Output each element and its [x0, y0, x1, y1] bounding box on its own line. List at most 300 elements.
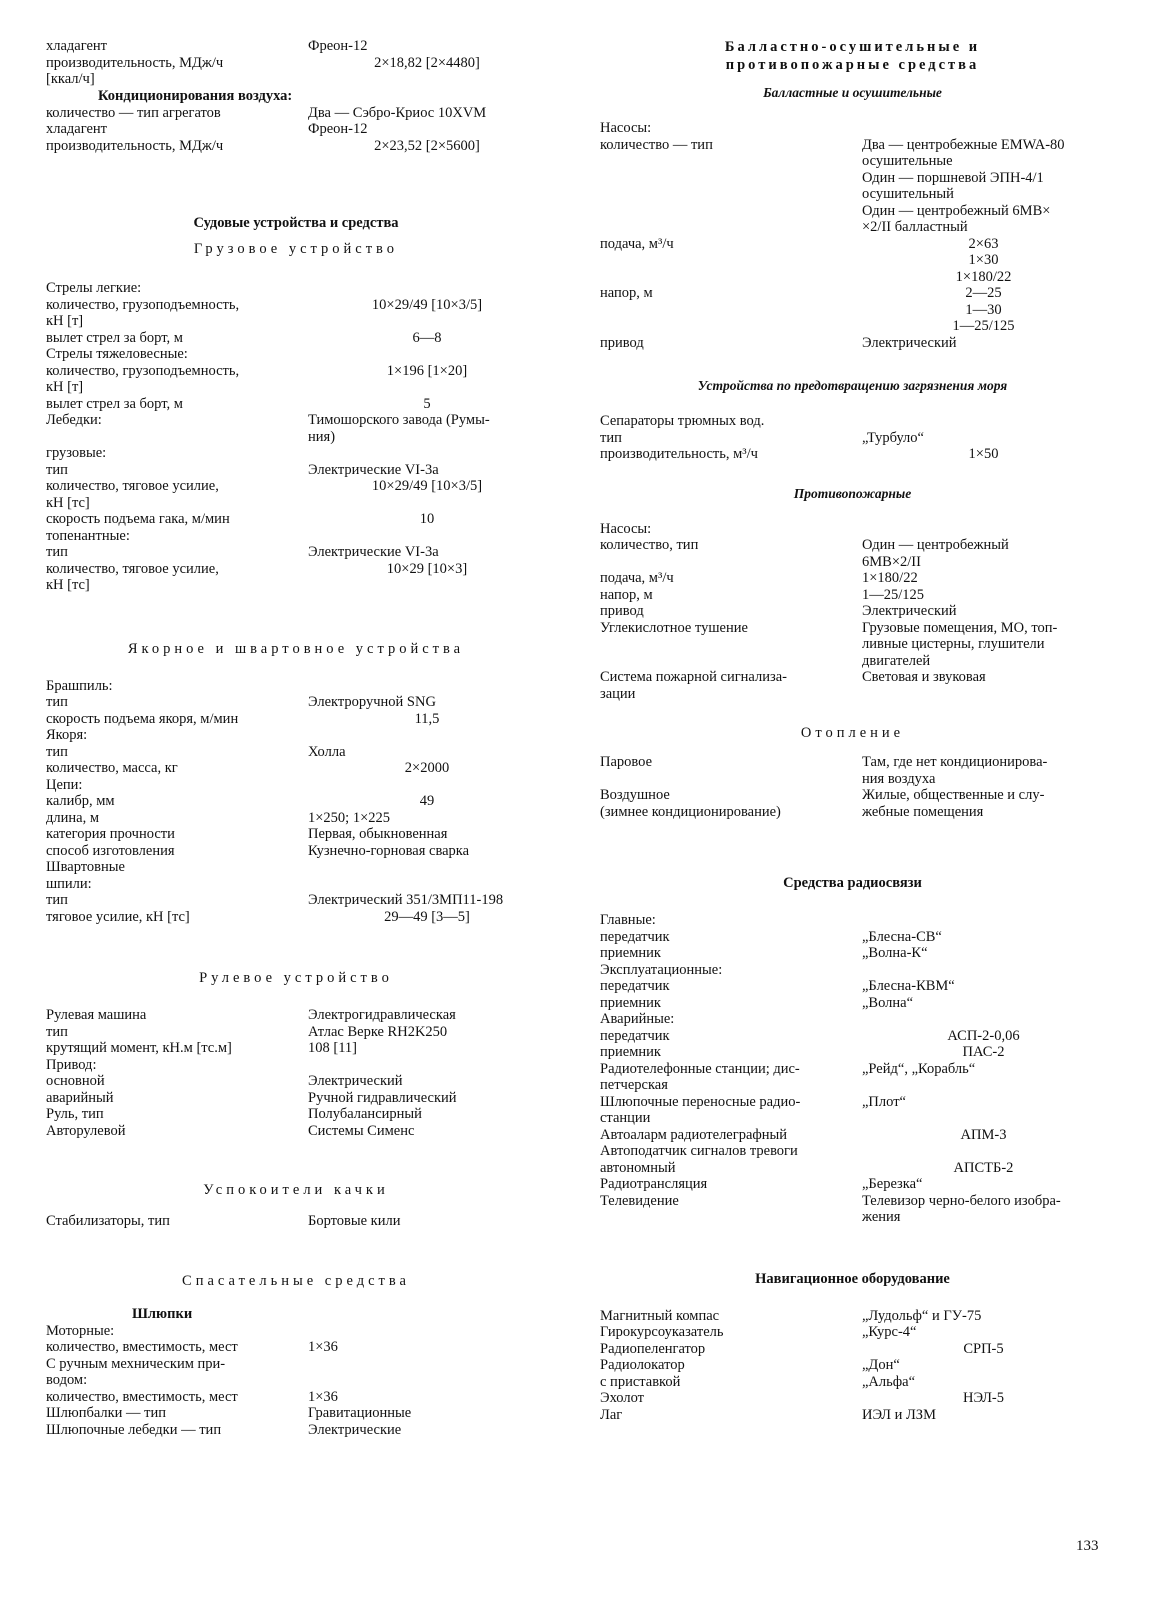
row-label: Брашпиль: [46, 677, 113, 694]
row-label: шпили: [46, 875, 92, 892]
row-value: Гравитационные [308, 1405, 412, 1421]
row-value [308, 1323, 546, 1340]
table-row [46, 694, 546, 711]
row-value: ×2/II балластный [862, 219, 968, 235]
table-row [46, 280, 546, 297]
table-row [600, 686, 1105, 703]
row-label: количество — тип [600, 136, 713, 153]
row-value: 2×63 [968, 235, 999, 252]
row-label: топенантные: [46, 527, 130, 544]
left-column [46, 38, 546, 1438]
pollution-table [600, 413, 1105, 463]
table-row [46, 1040, 546, 1057]
cargo-table [46, 280, 546, 594]
row-value [308, 1356, 546, 1373]
row-label [600, 219, 862, 236]
row-label: [ккал/ч] [46, 71, 95, 87]
row-label: Шлюпбалки — тип [46, 1405, 167, 1421]
row-label: Паровое [600, 754, 653, 770]
table-row [46, 859, 546, 876]
row-value: Световая и звуковая [862, 669, 986, 685]
row-label: Авторулевой [46, 1122, 126, 1139]
row-value [308, 495, 546, 512]
row-value: 2×18,82 [2×4480] [374, 54, 480, 71]
row-label: Якоря: [46, 727, 88, 743]
row-label: Радиопеленгатор [600, 1340, 706, 1357]
row-value: Ручной гидравлический [308, 1089, 457, 1106]
row-label: тип [46, 694, 68, 710]
row-label: производительность, МДж/ч [46, 137, 224, 154]
table-row [600, 554, 1105, 571]
row-label: Гирокурсоуказатель [600, 1324, 724, 1340]
table-row [46, 1422, 546, 1439]
row-value: Бортовые кили [308, 1213, 401, 1229]
row-value [308, 859, 546, 876]
row-label: способ изготовления [46, 842, 175, 859]
table-row [46, 429, 546, 446]
row-label: привод [600, 603, 644, 619]
table-row [600, 537, 1105, 554]
row-value: Один — центробежный [862, 537, 1009, 553]
table-row [46, 760, 546, 777]
table-row [600, 1308, 1105, 1325]
table-row [46, 1389, 546, 1406]
table-row [46, 544, 546, 561]
aircon-heading: Кондиционирования воздуха: [98, 87, 293, 104]
row-label: привод [600, 334, 644, 351]
row-label [600, 302, 862, 319]
row-value: 2×23,52 [2×5600] [374, 137, 480, 154]
row-label: приемник [600, 945, 661, 961]
row-label: количество, грузоподъемность, [46, 362, 240, 379]
table-row [600, 1193, 1105, 1210]
row-value: 108 [11] [308, 1040, 357, 1056]
table-row [600, 170, 1105, 187]
row-label: Главные: [600, 912, 656, 928]
table-row [46, 138, 546, 155]
table-row [46, 330, 546, 347]
right-column [600, 38, 1105, 1423]
row-label: Насосы: [600, 120, 652, 136]
row-value [862, 1077, 1105, 1094]
row-value: 1×30 [968, 252, 999, 268]
nav-table [600, 1308, 1105, 1424]
row-label: количество, тяговое усилие, [46, 560, 219, 577]
row-label: подача, м³/ч [600, 570, 674, 586]
table-row [600, 1094, 1105, 1111]
row-value [308, 280, 546, 297]
row-value: ПАС-2 [962, 1044, 1005, 1060]
row-label: аварийный [46, 1089, 114, 1106]
row-label: Рулевая машина [46, 1007, 147, 1023]
row-value: Атлас Верке RH2K250 [308, 1023, 448, 1040]
row-label: автономный [600, 1159, 676, 1176]
row-label: тип [46, 461, 68, 478]
row-value: 6MB×2/II [862, 553, 921, 570]
row-label: кН [т] [46, 313, 84, 329]
table-row [46, 363, 546, 380]
table-row [600, 1127, 1105, 1144]
row-value [308, 577, 546, 594]
table-row [46, 105, 546, 122]
steering-title: Рулевое устройство [199, 970, 393, 986]
row-label: тип [46, 892, 68, 908]
row-value: Электрические [308, 1421, 402, 1438]
heating-title: Отопление [800, 725, 905, 741]
row-value: 2—25 [965, 285, 1002, 301]
table-row [600, 219, 1105, 236]
table-row [46, 711, 546, 728]
anchor-table [46, 678, 546, 926]
row-label: передатчик [600, 1027, 670, 1044]
row-label: Цепи: [46, 776, 83, 793]
table-row [600, 603, 1105, 620]
row-value: жебные помещения [862, 803, 984, 820]
row-label: приемник [600, 1044, 661, 1060]
row-value: 1×36 [308, 1339, 338, 1355]
row-value: осушительный [862, 186, 954, 202]
row-label: Стрелы легкие: [46, 280, 142, 296]
table-row [600, 1357, 1105, 1374]
table-row [46, 793, 546, 810]
row-label: количество — тип агрегатов [46, 104, 221, 121]
row-value [862, 521, 1105, 538]
table-row [46, 561, 546, 578]
row-label: количество, тип [600, 537, 699, 553]
table-row [600, 430, 1105, 447]
table-row [46, 1323, 546, 1340]
row-label: Стабилизаторы, тип [46, 1213, 170, 1229]
table-row [600, 1143, 1105, 1160]
row-label: вылет стрел за борт, м [46, 395, 183, 412]
row-label: тип [46, 1023, 68, 1040]
fire-table [600, 521, 1105, 703]
row-value: 1×250; 1×225 [308, 809, 391, 826]
row-label: передатчик [600, 978, 670, 994]
table-row [46, 1057, 546, 1074]
table-row [600, 186, 1105, 203]
table-row [600, 1160, 1105, 1177]
table-row [600, 587, 1105, 604]
row-value: АСП-2-0,06 [947, 1027, 1020, 1044]
table-row [46, 297, 546, 314]
table-row [600, 318, 1105, 335]
anchor-title: Якорное и швартовное устройства [127, 640, 465, 657]
steering-table [46, 1007, 546, 1139]
row-value [862, 912, 1105, 929]
table-row [46, 777, 546, 794]
row-value [862, 962, 1105, 979]
row-value: 1—25/125 [952, 318, 1015, 334]
table-row [46, 744, 546, 761]
row-label: Моторные: [46, 1322, 115, 1339]
cooling-table [46, 38, 546, 88]
row-value [308, 678, 546, 695]
row-label: напор, м [600, 586, 653, 603]
row-value: 2×2000 [404, 760, 450, 776]
row-value: 6—8 [412, 329, 442, 346]
row-value: ния воздуха [862, 770, 936, 787]
radio-table [600, 912, 1105, 1226]
table-row [46, 412, 546, 429]
row-value: осушительные [862, 153, 953, 169]
row-value [308, 1372, 546, 1389]
table-row [600, 1061, 1105, 1078]
table-row [600, 252, 1105, 269]
row-value [308, 1057, 546, 1074]
table-row [46, 495, 546, 512]
row-label: вылет стрел за борт, м [46, 329, 183, 346]
row-label: Насосы: [600, 520, 652, 537]
table-row [46, 892, 546, 909]
table-row [46, 445, 546, 462]
row-value: 1×180/22 [955, 268, 1012, 285]
row-label: крутящий момент, кН.м [тс.м] [46, 1040, 232, 1056]
row-value [862, 413, 1105, 430]
table-row [600, 771, 1105, 788]
row-value: „Волна-К“ [862, 945, 928, 961]
row-value: Электрогидравлическая [308, 1007, 456, 1023]
table-row [600, 269, 1105, 286]
table-row [46, 577, 546, 594]
cargo-title: Грузовое устройство [193, 241, 399, 257]
row-value: 10×29/49 [10×3/5] [371, 478, 483, 494]
row-value [308, 528, 546, 545]
table-row [46, 313, 546, 330]
row-value: Электроручной SNG [308, 694, 436, 710]
row-label: кН [т] [46, 379, 84, 395]
row-label: тип [46, 544, 68, 560]
row-label [600, 1209, 862, 1226]
table-row [46, 1372, 546, 1389]
table-row [600, 570, 1105, 587]
aircon-table [46, 105, 546, 155]
table-row [600, 446, 1105, 463]
row-value: 10×29 [10×3] [386, 560, 468, 577]
row-value: Электрический 351/3МП11-198 [308, 892, 504, 908]
table-row [46, 346, 546, 363]
row-value: двигателей [862, 652, 931, 669]
table-row [600, 1176, 1105, 1193]
row-value: Телевизор черно-белого изобра- [862, 1192, 1061, 1209]
table-row [46, 379, 546, 396]
radio-title: Средства радиосвязи [783, 875, 922, 891]
table-row [600, 653, 1105, 670]
heating-table [600, 754, 1105, 820]
row-value [308, 876, 546, 893]
ballast-table [600, 120, 1105, 351]
table-row [46, 1106, 546, 1123]
stabilizer-title: Успокоители качки [203, 1182, 389, 1198]
row-label [46, 429, 308, 446]
table-row [46, 71, 546, 88]
row-label [600, 554, 862, 571]
table-row [600, 1407, 1105, 1424]
row-value [862, 120, 1105, 137]
row-label: количество, масса, кг [46, 760, 178, 776]
row-label: Аварийные: [600, 1011, 675, 1027]
row-label [600, 636, 862, 653]
row-value: Холла [308, 743, 346, 760]
row-label: скорость подъема якоря, м/мин [46, 710, 239, 727]
table-row [46, 478, 546, 495]
table-row [46, 528, 546, 545]
table-row [600, 1028, 1105, 1045]
row-value [862, 686, 1105, 703]
row-label: Магнитный компас [600, 1307, 720, 1324]
table-row [46, 876, 546, 893]
table-row [46, 1090, 546, 1107]
row-label: Телевидение [600, 1192, 679, 1209]
row-label: Руль, тип [46, 1106, 104, 1122]
table-row [600, 804, 1105, 821]
row-value: АПМ-3 [960, 1126, 1007, 1143]
row-value: Полубалансирный [308, 1106, 422, 1122]
table-row [600, 302, 1105, 319]
row-label: передатчик [600, 928, 670, 945]
row-value [308, 346, 546, 363]
row-label: длина, м [46, 809, 99, 826]
row-value: „Блесна-КВМ“ [862, 978, 955, 994]
row-value: Фреон-12 [308, 121, 368, 137]
row-value: Тимошорского завода (Румы- [308, 412, 490, 428]
row-label: Эксплуатационные: [600, 961, 723, 978]
table-row [46, 38, 546, 55]
row-value [308, 379, 546, 396]
row-value: 49 [419, 793, 435, 809]
table-row [600, 620, 1105, 637]
boats-heading: Шлюпки [132, 1305, 193, 1322]
row-label [600, 318, 862, 335]
row-label: хладагент [46, 38, 108, 54]
table-row [46, 396, 546, 413]
table-row [46, 1339, 546, 1356]
row-label: Сепараторы трюмных вод. [600, 413, 765, 429]
table-row [600, 1011, 1105, 1028]
table-row [600, 413, 1105, 430]
table-row [46, 1123, 546, 1140]
row-value: ния) [308, 428, 336, 445]
table-row [46, 843, 546, 860]
table-row [600, 1044, 1105, 1061]
page-number: 133 [1076, 1538, 1099, 1554]
table-row [46, 678, 546, 695]
table-row [600, 137, 1105, 154]
row-label: Воздушное [600, 787, 670, 803]
row-label: напор, м [600, 285, 653, 301]
table-row [46, 1356, 546, 1373]
row-value [308, 727, 546, 744]
row-value [308, 777, 546, 794]
row-value: Кузнечно-горновая сварка [308, 842, 470, 859]
row-label: тяговое усилие, кН [тс] [46, 908, 190, 925]
row-value: жения [862, 1209, 901, 1225]
row-label [600, 771, 862, 788]
row-value: 1—30 [965, 301, 1002, 318]
row-value: 11,5 [414, 710, 440, 727]
row-value: 1×180/22 [862, 570, 918, 586]
row-label: подача, м³/ч [600, 235, 674, 252]
row-label: кН [тс] [46, 577, 90, 593]
row-label [600, 269, 862, 286]
row-value [308, 313, 546, 330]
table-row [600, 995, 1105, 1012]
row-label: производительность, м³/ч [600, 446, 758, 462]
pollution-subtitle: Устройства по предотвращению загрязнения моря [697, 378, 1008, 393]
row-value: Два — центробежные EMWA-80 [862, 136, 1065, 153]
row-value: „Березка“ [862, 1176, 923, 1192]
row-value: Электрический [308, 1073, 403, 1089]
row-value: Грузовые помещения, МО, топ- [862, 619, 1058, 636]
row-value: Электрические VI-3а [308, 544, 439, 560]
row-value: Первая, обыкновенная [308, 826, 448, 842]
row-label [600, 186, 862, 203]
nav-title: Навигационное оборудование [755, 1270, 950, 1287]
table-row [46, 1073, 546, 1090]
row-label: приемник [600, 994, 661, 1011]
table-row [46, 1405, 546, 1422]
table-row [46, 1007, 546, 1024]
row-label: тип [600, 429, 622, 446]
table-row [600, 153, 1105, 170]
table-row [600, 962, 1105, 979]
row-label: производительность, МДж/ч [46, 54, 224, 71]
row-label: количество, вместимость, мест [46, 1388, 238, 1405]
stabilizer-table [46, 1213, 546, 1230]
row-label: грузовые: [46, 445, 107, 461]
table-row [600, 1324, 1105, 1341]
table-row [600, 929, 1105, 946]
ballast-title-1: Балластно-осушительные и [724, 39, 981, 55]
table-row [600, 1077, 1105, 1094]
table-row [600, 1209, 1105, 1226]
row-value: Фреон-12 [308, 38, 368, 54]
row-label [600, 153, 862, 170]
table-row [46, 511, 546, 528]
row-value: „Лудольф“ и ГУ-75 [862, 1307, 982, 1324]
row-label: (зимнее кондиционирование) [600, 803, 781, 820]
ballast-subtitle: Балластные и осушительные [763, 85, 942, 100]
table-row [600, 120, 1105, 137]
row-value: 10×29/49 [10×3/5] [371, 296, 483, 313]
row-label [600, 252, 862, 269]
row-label: Шлюпочные лебедки — тип [46, 1421, 222, 1438]
row-value [308, 445, 546, 462]
table-row [600, 978, 1105, 995]
table-row [46, 909, 546, 926]
row-value [862, 1143, 1105, 1160]
row-label: Автоподатчик сигналов тревоги [600, 1143, 798, 1159]
row-value: „Альфа“ [862, 1373, 916, 1390]
row-value: 1×196 [1×20] [386, 362, 468, 379]
row-label: Швартовные [46, 859, 125, 875]
row-value [862, 1110, 1105, 1127]
row-value: „Волна“ [862, 994, 914, 1011]
rescue-title: Спасательные средства [182, 1272, 410, 1289]
table-row [46, 810, 546, 827]
row-value: Два — Сэбро-Криос 10XVM [308, 104, 487, 121]
row-label: кН [тс] [46, 494, 90, 511]
row-value: „Рейд“, „Корабль“ [862, 1060, 976, 1077]
ship-devices-title: Судовые устройства и средства [193, 215, 399, 231]
table-row [600, 1110, 1105, 1127]
row-label: количество, грузоподъемность, [46, 296, 240, 313]
row-value: АПСТБ-2 [953, 1159, 1014, 1176]
row-label: станции [600, 1110, 651, 1126]
row-label: Шлюпочные переносные радио- [600, 1093, 801, 1110]
row-label: Стрелы тяжеловесные: [46, 346, 188, 362]
row-value [308, 71, 546, 88]
